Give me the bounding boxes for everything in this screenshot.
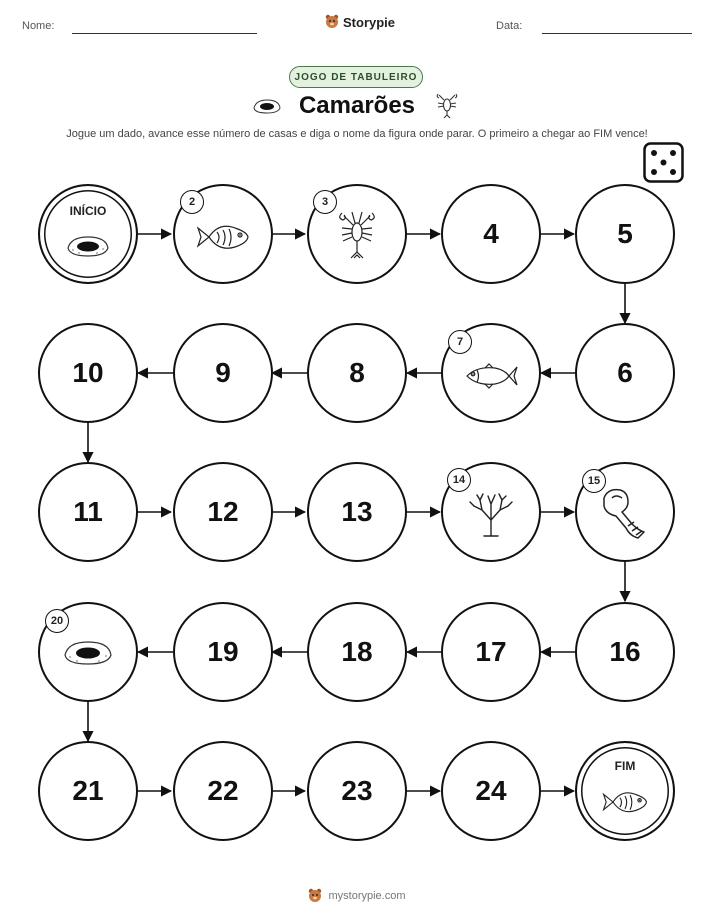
space-11 — [38, 462, 138, 562]
space-18 — [307, 602, 407, 702]
page-title: Camarões — [298, 92, 416, 119]
footer-link[interactable]: mystorypie.com — [328, 890, 406, 902]
space-number: 9 — [215, 357, 231, 388]
space-17 — [441, 602, 541, 702]
space-number-tag: 3 — [313, 190, 337, 214]
start-label: INÍCIO — [69, 204, 107, 218]
lobster-icon — [334, 210, 380, 262]
space-21 — [38, 741, 138, 841]
space-number: 5 — [617, 218, 633, 249]
space-number-tag: 20 — [45, 609, 69, 633]
brand-name: Storypie — [343, 14, 396, 30]
space-number: 24 — [475, 775, 507, 806]
space-10 — [38, 323, 138, 423]
space-23 — [307, 741, 407, 841]
end-space — [575, 741, 675, 841]
space-number: 13 — [341, 496, 373, 527]
game-type-badge: JOGO DE TABULEIRO — [289, 66, 423, 88]
sand-hole-icon — [62, 638, 114, 668]
instructions: Jogue um dado, avance esse número de casas e diga o nome da figura onde parar. O primeiro a chegar ao FIM vence! — [66, 128, 648, 140]
space-number: 6 — [617, 357, 633, 388]
space-12 — [173, 462, 273, 562]
space-number-tag: 2 — [180, 190, 204, 214]
space-number: 22 — [207, 775, 239, 806]
bear-icon — [308, 888, 322, 904]
space-number: 8 — [349, 357, 365, 388]
tuna-fish-icon — [463, 363, 519, 389]
space-number-tag: 15 — [582, 469, 606, 493]
space-number-tag: 14 — [447, 468, 471, 492]
space-16 — [575, 602, 675, 702]
space-number: 23 — [341, 775, 373, 806]
space-8 — [307, 323, 407, 423]
space-number: 16 — [609, 636, 641, 667]
space-22 — [173, 741, 273, 841]
space-number: 4 — [483, 218, 499, 249]
space-number: 18 — [341, 636, 373, 667]
space-6 — [575, 323, 675, 423]
space-number: 21 — [72, 775, 104, 806]
shrimp-claw-icon — [598, 486, 652, 542]
start-space — [38, 184, 138, 284]
space-4 — [441, 184, 541, 284]
space-number-tag: 7 — [448, 330, 472, 354]
end-label: FIM — [614, 759, 636, 773]
space-number: 17 — [475, 636, 507, 667]
space-number: 10 — [72, 357, 104, 388]
space-19 — [173, 602, 273, 702]
space-number: 19 — [207, 636, 239, 667]
fish-icon — [601, 785, 649, 819]
space-number: 11 — [73, 496, 103, 527]
name-label: Nome: — [22, 20, 55, 32]
space-24 — [441, 741, 541, 841]
date-label: Data: — [496, 20, 523, 32]
sand-hole-icon — [65, 232, 111, 260]
footer — [0, 888, 714, 904]
space-9 — [173, 323, 273, 423]
space-5 — [575, 184, 675, 284]
fish-icon — [195, 218, 251, 256]
coral-icon — [466, 490, 516, 540]
space-number: 12 — [207, 496, 239, 527]
space-13 — [307, 462, 407, 562]
